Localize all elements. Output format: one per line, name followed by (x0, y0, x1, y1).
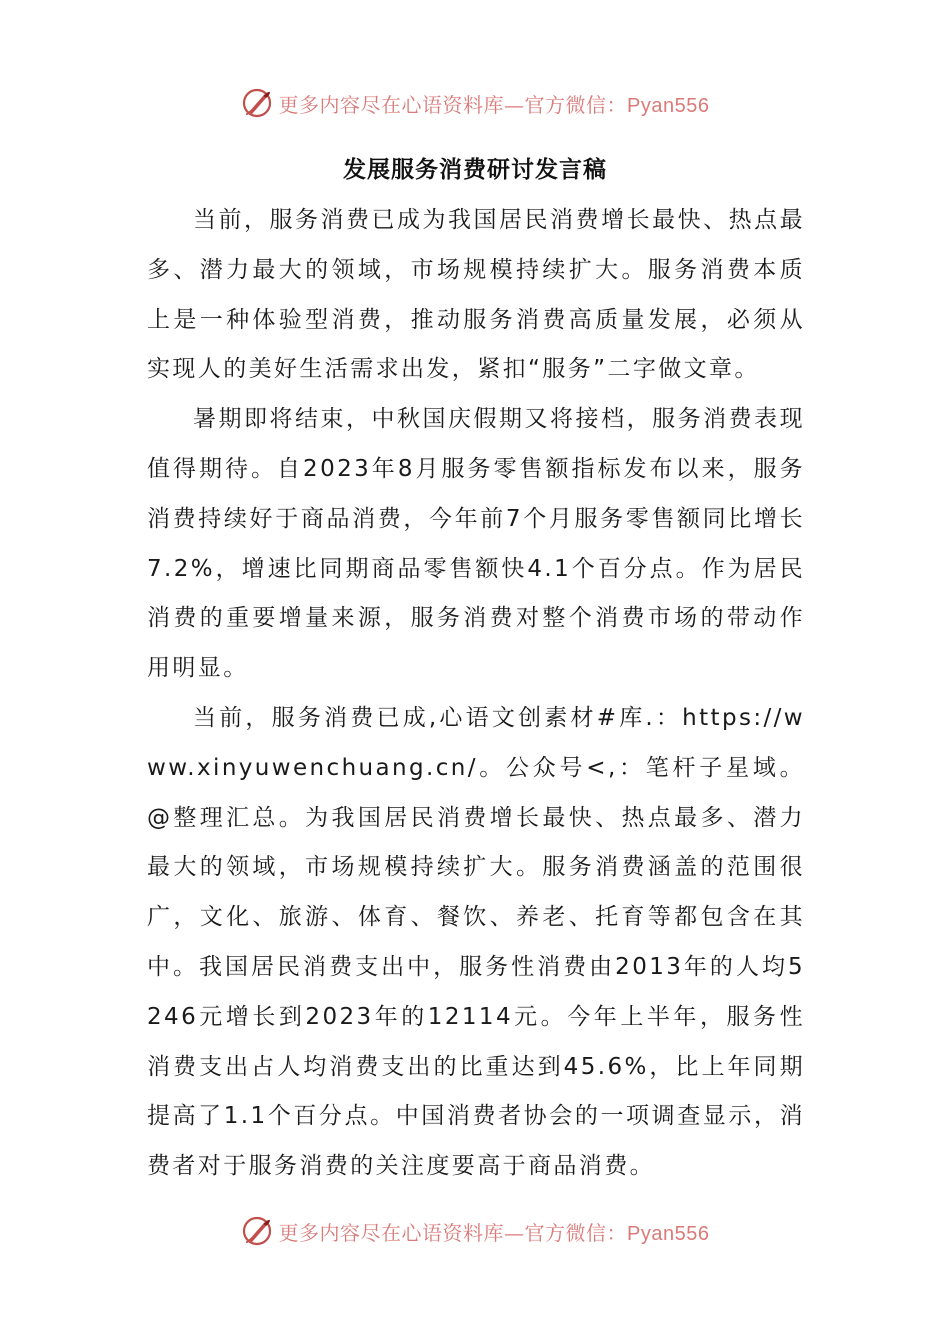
footer-banner-text (279, 1217, 710, 1246)
paragraph-1: 当前，服务消费已成为我国居民消费增长最快、热点最多、潜力最大的领域，市场规模持续扩大。服务消费本质上是一种体验型消费，推动服务消费高质量发展，必须从实现人的美好生活需求出发，紧扣“服务”二字做文章。 (147, 207, 805, 383)
header-banner-cn: 更多内容尽在心语资料库—官方微信： (278, 92, 628, 117)
footer-banner-wechat-id: Pyan556 (627, 1222, 710, 1245)
footer-banner-cn: 更多内容尽在心语资料库—官方微信： (278, 1220, 628, 1245)
quill-pen-logo-icon (241, 87, 273, 119)
footer-banner (0, 1211, 950, 1251)
quill-pen-logo-icon (241, 1215, 273, 1247)
header-banner (0, 83, 950, 123)
document-body (147, 196, 805, 1192)
header-banner-text (279, 89, 710, 118)
paragraph-2: 暑期即将结束，中秋国庆假期又将接档，服务消费表现值得期待。自2023年8月服务零售额指标发布以来，服务消费持续好于商品消费，今年前7个月服务零售额同比增长7.2%，增速比同期商品零售额快4.1个百分点。作为居民消费的重要增量来源，服务消费对整个消费市场的带动作用明显。 (147, 406, 805, 682)
header-banner-wechat-id: Pyan556 (627, 94, 710, 117)
paragraph-3: 当前，服务消费已成,心语文创素材#库.：https://www.xinyuwenchuang.cn/。公众号<,：笔杆子星域。@整理汇总。为我国居民消费增长最快、热点最多、潜力最大的领域，市场规模持续扩大。服务消费涵盖的范围很广，文化、旅游、体育、餐饮、养老、托育等都包含在其中。我国居民消费支出中，服务性消费由2013年的人均5246元增长到2023年的12114元。今年上半年，服务性消费支出占人均消费支出的比重达到45.6%，比上年同期提高了1.1个百分点。中国消费者协会的一项调查显示，消费者对于服务消费的关注度要高于商品消费。 (147, 704, 805, 1180)
document-title: 发展服务消费研讨发言稿 (343, 157, 607, 183)
